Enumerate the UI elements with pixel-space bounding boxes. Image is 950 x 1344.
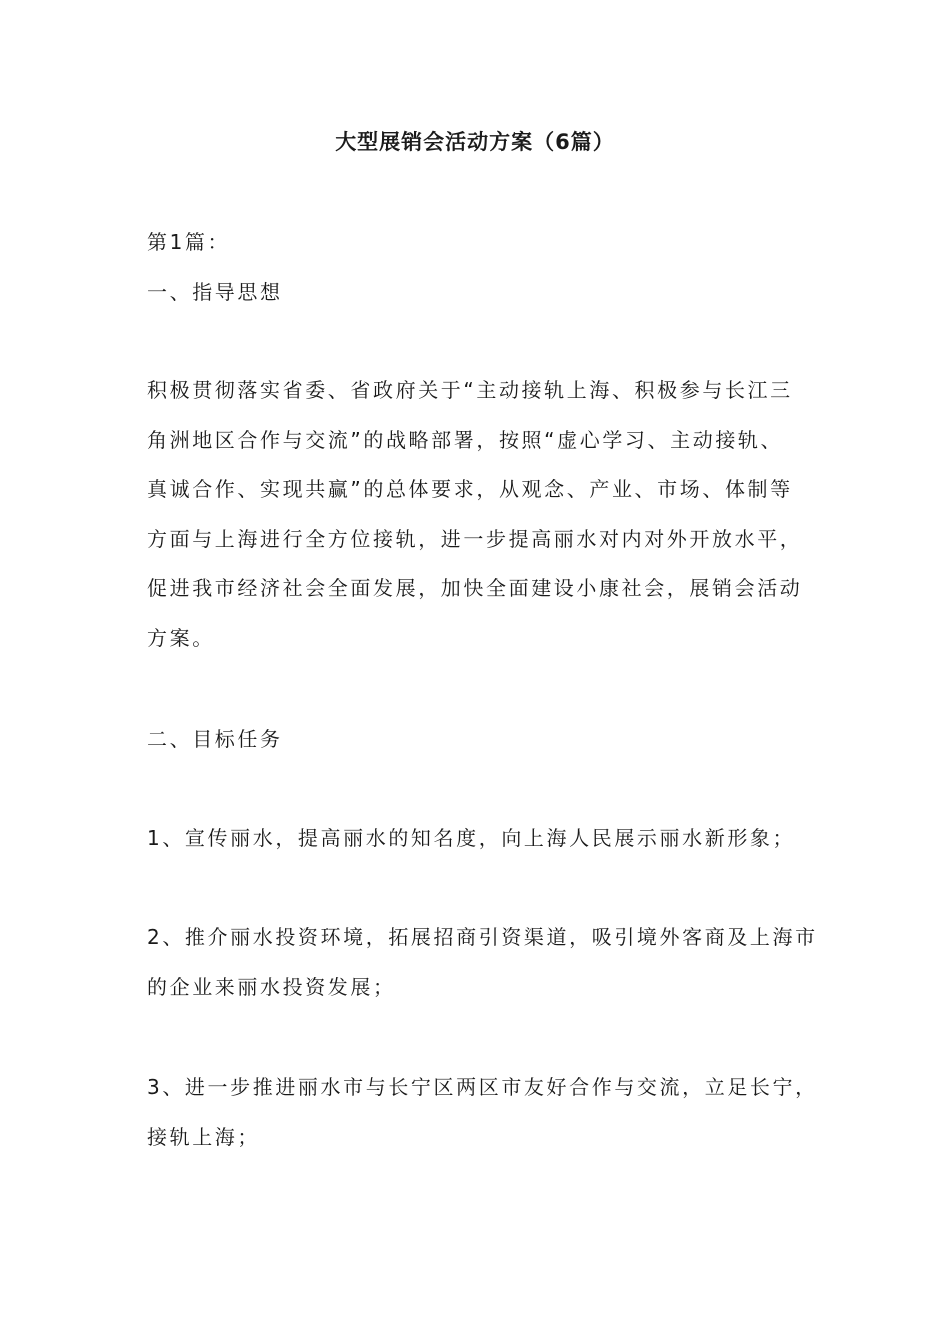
document-title: 大型展销会活动方案（6篇） <box>335 130 615 154</box>
paragraph-line: 2、推介丽水投资环境，拓展招商引资渠道，吸引境外客商及上海市 <box>147 925 818 949</box>
paragraph-line: 3、进一步推进丽水市与长宁区两区市友好合作与交流，立足长宁， <box>147 1075 818 1099</box>
section-heading-objectives: 二、目标任务 <box>147 727 283 751</box>
task-item-3 <box>147 1063 817 1162</box>
paragraph-line: 角洲地区合作与交流”的战略部署，按照“虚心学习、主动接轨、 <box>147 427 784 452</box>
paragraph-line: 真诚合作、实现共赢”的总体要求，从观念、产业、市场、体制等 <box>147 477 793 501</box>
guiding-ideology-paragraph <box>147 366 817 663</box>
paragraph-line: 方面与上海进行全方位接轨，进一步提高丽水对内对外开放水平， <box>147 526 803 551</box>
paragraph-line: 接轨上海； <box>147 1124 260 1149</box>
paragraph-line: 的企业来丽水投资发展； <box>147 974 396 999</box>
paragraph-line: 积极贯彻落实省委、省政府关于“主动接轨上海、积极参与长江三 <box>147 378 793 402</box>
section-heading-guiding-ideology: 一、指导思想 <box>147 280 283 304</box>
part-label: 第1篇： <box>147 230 231 254</box>
task-item-1: 1、宣传丽水，提高丽水的知名度，向上海人民展示丽水新形象； <box>147 826 796 850</box>
paragraph-line: 方案。 <box>147 625 215 650</box>
paragraph-line: 促进我市经济社会全面发展，加快全面建设小康社会，展销会活动 <box>147 576 803 600</box>
task-item-2 <box>147 913 817 1012</box>
